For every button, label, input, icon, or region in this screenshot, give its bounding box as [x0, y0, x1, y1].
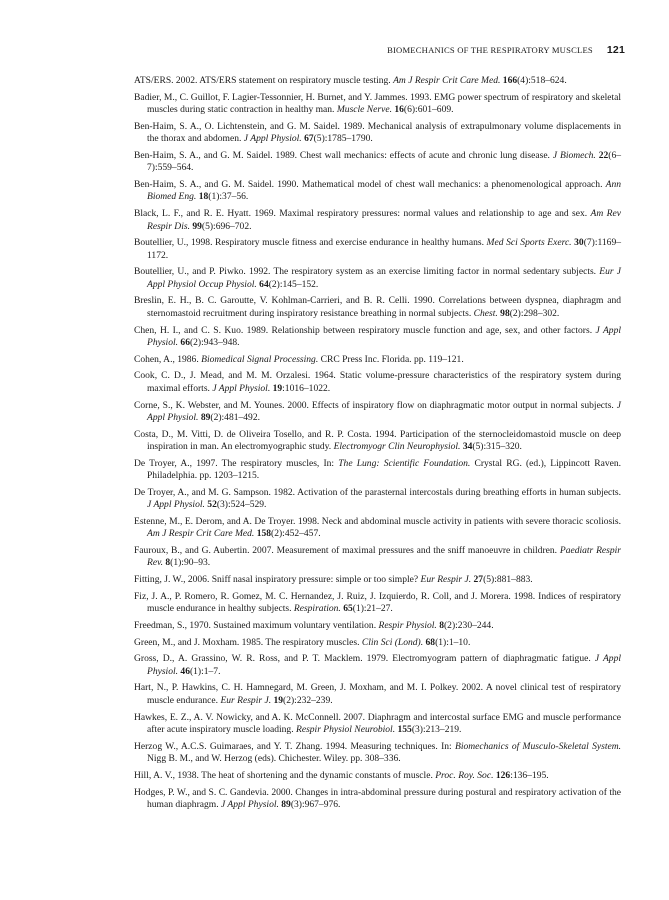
reference-pages: (4):518–624. [517, 75, 567, 86]
reference-volume: 16 [394, 104, 404, 116]
reference-text: Hodges, P. W., and S. C. Gandevia. 2000. Changes in intra-abdominal pressure during postural and respiratory activation of the human diaphragm. [134, 786, 621, 810]
reference-pages: :1016–1022. [282, 382, 331, 394]
reference-text: Boutellier, U., and P. Piwko. 1992. The respiratory system as an exercise limiting factor in normal sedentary subjects. [134, 266, 597, 278]
reference-pages: (2):298–302. [509, 307, 560, 319]
reference-text: ATS/ERS. 2002. ATS/ERS statement on respiratory muscle testing. [134, 75, 391, 86]
reference-text: Chen, H. I., and C. S. Kuo. 1989. Relationship between respiratory muscle function and age, sex, and other factors. [134, 324, 593, 336]
reference-entry [134, 741, 621, 766]
reference-entry [134, 237, 621, 262]
reference-volume: 8 [165, 557, 171, 569]
reference-journal: The Lung: Scientific Foundation. [338, 457, 471, 469]
reference-entry [134, 637, 621, 649]
reference-volume: 27 [473, 574, 484, 586]
page-number: 121 [606, 44, 625, 56]
reference-pages: (5):315–320. [472, 441, 522, 453]
reference-pages: (1):1–7. [189, 665, 221, 677]
reference-volume: 67 [304, 133, 314, 145]
reference-text: Hawkes, E. Z., A. V. Nowicky, and A. K. McConnell. 2007. Diaphragm and intercostal surface EMG and muscle performance after acute inspiratory muscle loading. [134, 711, 621, 735]
reference-text: Fitting, J. W., 2006. Sniff nasal inspiratory pressure: simple or too simple? [134, 574, 419, 586]
reference-pages: (2):230–244. [444, 619, 494, 631]
reference-pages: (6–7):559–564. [147, 149, 622, 174]
reference-volume: 22 [598, 149, 609, 161]
reference-entry [134, 458, 621, 483]
reference-list [134, 75, 621, 816]
reference-volume: 66 [180, 336, 190, 348]
reference-journal: Muscle Nerve. [336, 104, 392, 116]
reference-pages: CRC Press Inc. Florida. pp. 119–121. [318, 353, 464, 365]
reference-pages: (3):524–529. [216, 499, 267, 511]
reference-entry [134, 516, 621, 541]
reference-pages: Crystal RG. (ed.), Lippincott Raven. Philadelphia. pp. 1203–1215. [147, 457, 622, 482]
reference-text: Hart, N., P. Hawkins, C. H. Hamnegard, M. Green, J. Moxham, and M. I. Polkey. 2002. A novel clinical test of respiratory muscle endurance. [134, 682, 621, 706]
reference-pages: (3):213–219. [411, 724, 462, 735]
reference-journal: Electromyogr Clin Neurophysiol. [333, 441, 461, 453]
reference-journal: Am J Respir Crit Care Med. [147, 528, 255, 540]
reference-text: Estenne, M., E. Derom, and A. De Troyer. 1998. Neck and abdominal muscle activity in patients with severe thoracic scoliosis. [134, 515, 621, 527]
reference-volume: 64 [259, 278, 269, 290]
reference-journal: Biomedical Signal Processing. [201, 353, 319, 365]
reference-text: Ben-Haim, S. A., and G. M. Saidel. 1990. Mathematical model of chest wall mechanics: a phenomenological approach. [134, 179, 603, 191]
reference-journal: Ann Biomed Eng. [147, 179, 621, 203]
reference-text: Breslin, E. H., B. C. Garoutte, V. Kohlman-Carrieri, and B. R. Celli. 1990. Correlations between dyspnea, diaphragm and sternomastoid recruitment during inspiratory resistance breathing in normal subjects. [134, 295, 621, 319]
reference-volume: 68 [425, 636, 436, 648]
reference-entry [134, 75, 621, 87]
reference-text: Badier, M., C. Guillot, F. Lagier-Tessonnier, H. Burnet, and Y. Jammes. 1993. EMG power spectrum of respiratory and skeletal muscles during static contraction in healthy man. [134, 91, 621, 116]
reference-pages: (2):232–239. [283, 694, 333, 706]
reference-pages: (1):1–10. [435, 636, 471, 648]
reference-pages: :136–195. [510, 769, 549, 781]
reference-text: Green, M., and J. Moxham. 1985. The respiratory muscles. [134, 636, 360, 648]
reference-text: Freedman, S., 1970. Sustained maximum voluntary ventilation. [134, 619, 377, 631]
reference-text: Fauroux, B., and G. Aubertin. 2007. Measurement of maximal pressures and the sniff manoeuvre in children. [134, 545, 558, 557]
reference-journal: J Appl Physiol. [243, 133, 302, 145]
reference-journal: Respir Physiol Neurobiol. [296, 724, 396, 735]
reference-entry [134, 354, 621, 366]
reference-entry [134, 370, 621, 395]
reference-journal: Respir Physiol. [378, 619, 437, 631]
reference-text: Costa, D., M. Vitti, D. de Oliveira Tosello, and R. P. Costa. 1994. Participation of the sternocleidomastoid muscle on deep inspiration in man. An electromyographic study. [134, 428, 621, 453]
reference-journal: Respiration. [293, 603, 341, 615]
reference-entry [134, 787, 621, 812]
reference-text: Boutellier, U., 1998. Respiratory muscle fitness and exercise endurance in healthy humans. [134, 237, 484, 249]
reference-entry [134, 400, 621, 425]
reference-journal: J Appl Physiol. [147, 499, 205, 511]
reference-pages: (2):452–457. [271, 528, 321, 540]
reference-volume: 89 [281, 798, 291, 810]
reference-volume: 19 [273, 694, 284, 706]
reference-pages: Nigg B. M., and W. Herzog (eds). Chichester. Wiley. pp. 308–336. [147, 753, 401, 765]
reference-text: Black, L. F., and R. E. Hyatt. 1969. Maximal respiratory pressures: normal values and relationship to age and sex. [134, 208, 588, 220]
reference-journal: Am J Respir Crit Care Med. [393, 75, 501, 86]
reference-entry [134, 770, 621, 782]
reference-entry [134, 620, 621, 632]
reference-journal: Am Rev Respir Dis. [147, 208, 621, 232]
reference-volume: 158 [256, 528, 272, 540]
reference-journal: Eur Respir J. [420, 574, 472, 586]
reference-volume: 8 [439, 619, 444, 631]
reference-entry [134, 429, 621, 454]
reference-volume: 30 [574, 237, 584, 249]
reference-volume: 19 [272, 382, 283, 394]
reference-entry [134, 325, 621, 350]
reference-volume: 46 [180, 665, 190, 677]
reference-text: Hill, A. V., 1938. The heat of shortening and the dynamic constants of muscle. [134, 769, 433, 781]
reference-volume: 34 [462, 441, 473, 453]
running-title: BIOMECHANICS OF THE RESPIRATORY MUSCLES [387, 45, 593, 55]
reference-entry [134, 121, 621, 146]
reference-volume: 155 [397, 724, 412, 735]
reference-text: Ben-Haim, S. A., and G. M. Saidel. 1989. Chest wall mechanics: effects of acute and chronic lung disease. [134, 149, 550, 161]
reference-entry [134, 150, 621, 175]
reference-pages: (1):21–27. [352, 603, 393, 615]
running-head [134, 44, 625, 56]
reference-journal: J Appl Physiol. [147, 399, 621, 423]
reference-pages: (5):1785–1790. [313, 133, 373, 145]
reference-volume: 99 [192, 220, 202, 232]
reference-text: Gross, D., A. Grassino, W. R. Ross, and P. T. Macklem. 1979. Electromyogram pattern of diaphragmatic fatigue. [134, 653, 591, 665]
reference-text: Corne, S., K. Webster, and M. Younes. 2000. Effects of inspiratory flow on diaphragmatic motor output in normal subjects. [134, 399, 614, 411]
reference-journal: Eur J Appl Physiol Occup Physiol. [147, 266, 622, 290]
reference-journal: Med Sci Sports Exerc. [486, 237, 572, 249]
reference-pages: (3):967–976. [290, 798, 341, 810]
reference-journal: Clin Sci (Lond). [361, 636, 424, 648]
reference-pages: (5):881–883. [483, 574, 533, 586]
reference-entry [134, 545, 621, 570]
reference-entry [134, 712, 621, 737]
reference-entry [134, 266, 621, 291]
reference-entry [134, 682, 621, 707]
reference-journal: Biomechanics of Musculo-Skeletal System. [454, 740, 621, 752]
reference-pages: (5):696–702. [201, 220, 252, 232]
reference-pages: (7):1169–1172. [147, 237, 622, 261]
reference-pages: (1):37–56. [208, 191, 249, 203]
reference-pages: (2):481–492. [210, 411, 260, 423]
reference-pages: (1):90–93. [170, 557, 211, 569]
reference-journal: Eur Respir J. [220, 694, 272, 706]
reference-entry [134, 179, 621, 204]
reference-pages: (2):145–152. [268, 278, 319, 290]
reference-volume: 166 [502, 75, 518, 86]
reference-entry [134, 208, 621, 233]
reference-volume: 89 [200, 411, 211, 423]
reference-entry [134, 653, 621, 678]
reference-volume: 65 [343, 603, 353, 615]
reference-journal: J Appl Physiol. [147, 324, 621, 348]
reference-pages: (6):601–609. [403, 104, 454, 116]
reference-entry [134, 591, 621, 616]
reference-text: Cohen, A., 1986. [134, 353, 199, 365]
reference-journal: J Appl Physiol. [220, 798, 279, 810]
reference-entry [134, 487, 621, 512]
reference-journal: Chest. [473, 307, 498, 319]
reference-text: Fiz, J. A., P. Romero, R. Gomez, M. C. Hernandez, J. Ruiz, J. Izquierdo, R. Coll, and J. Morera. 1998. Indices of respiratory muscle endurance in healthy subjects. [134, 590, 621, 615]
reference-text: De Troyer, A., 1997. The respiratory muscles, In: [134, 457, 335, 469]
reference-volume: 52 [207, 499, 217, 511]
reference-text: De Troyer, A., and M. G. Sampson. 1982. Activation of the parasternal intercostals during breathing efforts in human subjects. [134, 486, 621, 498]
reference-text: Herzog W., A.C.S. Guimaraes, and Y. T. Zhang. 1994. Measuring techniques. In: [134, 740, 452, 752]
reference-journal: Paediatr Respir Rev. [147, 545, 622, 569]
reference-text: Cook, C. D., J. Mead, and M. M. Orzalesi. 1964. Static volume-pressure characteristics of the respiratory system during maximal efforts. [134, 370, 621, 394]
reference-volume: 126 [495, 769, 511, 781]
reference-volume: 98 [500, 307, 510, 319]
reference-entry [134, 295, 621, 320]
reference-volume: 18 [198, 191, 209, 203]
reference-pages: (2):943–948. [189, 336, 240, 348]
reference-journal: J Appl Physiol. [212, 382, 271, 394]
reference-entry [134, 574, 621, 586]
reference-text: Ben-Haim, S. A., O. Lichtenstein, and G. M. Saidel. 1989. Mechanical analysis of extrapulmonary volume displacements in the thorax and abdomen. [134, 120, 621, 145]
reference-entry [134, 92, 621, 117]
reference-journal: J Biomech. [552, 149, 596, 161]
reference-journal: J Appl Physiol. [147, 653, 621, 677]
reference-journal: Proc. Roy. Soc. [435, 769, 494, 781]
